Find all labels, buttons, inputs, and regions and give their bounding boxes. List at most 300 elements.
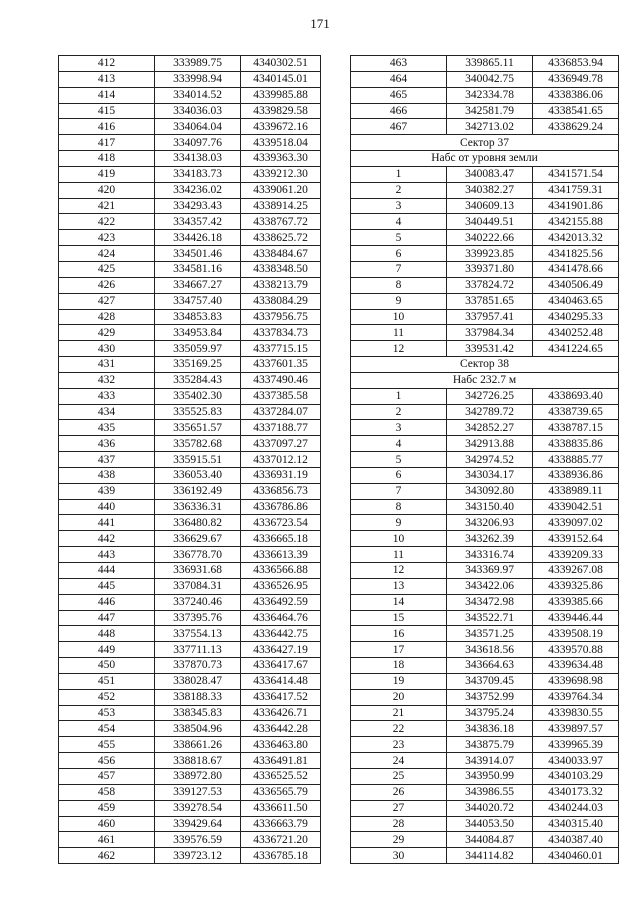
point-number: 17	[351, 642, 447, 658]
table-row	[59, 800, 321, 816]
table-row	[59, 610, 321, 626]
table-row	[59, 563, 321, 579]
y-coordinate: 4338989.11	[533, 483, 619, 499]
y-coordinate: 4338348.50	[241, 261, 321, 277]
y-coordinate: 4339570.88	[533, 642, 619, 658]
x-coordinate: 337851.65	[447, 293, 533, 309]
y-coordinate: 4340244.03	[533, 800, 619, 816]
x-coordinate: 334357.42	[155, 214, 241, 230]
point-number: 19	[351, 673, 447, 689]
y-coordinate: 4336426.71	[241, 705, 321, 721]
x-coordinate: 338345.83	[155, 705, 241, 721]
table-row	[59, 71, 321, 87]
x-coordinate: 334064.04	[155, 119, 241, 135]
right-coordinates-table	[350, 55, 619, 864]
y-coordinate: 4336721.20	[241, 832, 321, 848]
point-number: 432	[59, 372, 155, 388]
table-row	[351, 246, 619, 262]
point-number: 429	[59, 325, 155, 341]
y-coordinate: 4338835.86	[533, 436, 619, 452]
y-coordinate: 4338693.40	[533, 388, 619, 404]
point-number: 29	[351, 832, 447, 848]
y-coordinate: 4339363.30	[241, 151, 321, 167]
y-coordinate: 4341571.54	[533, 166, 619, 182]
x-coordinate: 334581.16	[155, 261, 241, 277]
y-coordinate: 4338541.65	[533, 103, 619, 119]
point-number: 418	[59, 151, 155, 167]
y-coordinate: 4339212.30	[241, 166, 321, 182]
point-number: 434	[59, 404, 155, 420]
x-coordinate: 334853.83	[155, 309, 241, 325]
y-coordinate: 4338625.72	[241, 230, 321, 246]
x-coordinate: 336931.68	[155, 563, 241, 579]
x-coordinate: 342789.72	[447, 404, 533, 420]
point-number: 455	[59, 737, 155, 753]
y-coordinate: 4336463.80	[241, 737, 321, 753]
y-coordinate: 4338213.79	[241, 277, 321, 293]
x-coordinate: 343986.55	[447, 784, 533, 800]
sector-38-subtitle-row	[351, 372, 619, 388]
table-row	[59, 499, 321, 515]
point-number: 425	[59, 261, 155, 277]
point-number: 445	[59, 578, 155, 594]
x-coordinate: 343206.93	[447, 515, 533, 531]
x-coordinate: 334501.46	[155, 246, 241, 262]
table-row	[59, 230, 321, 246]
point-number: 9	[351, 515, 447, 531]
y-coordinate: 4340387.40	[533, 832, 619, 848]
point-number: 426	[59, 277, 155, 293]
y-coordinate: 4339672.16	[241, 119, 321, 135]
y-coordinate: 4337834.73	[241, 325, 321, 341]
y-coordinate: 4336613.39	[241, 547, 321, 563]
x-coordinate: 336336.31	[155, 499, 241, 515]
x-coordinate: 342581.79	[447, 103, 533, 119]
y-coordinate: 4339965.39	[533, 737, 619, 753]
y-coordinate: 4337601.35	[241, 357, 321, 373]
table-row	[351, 71, 619, 87]
x-coordinate: 336629.67	[155, 531, 241, 547]
table-row	[351, 467, 619, 483]
point-number: 430	[59, 341, 155, 357]
y-coordinate: 4336931.19	[241, 467, 321, 483]
x-coordinate: 339371.80	[447, 261, 533, 277]
point-number: 440	[59, 499, 155, 515]
table-row	[351, 277, 619, 293]
x-coordinate: 343472.98	[447, 594, 533, 610]
point-number: 23	[351, 737, 447, 753]
y-coordinate: 4342155.88	[533, 214, 619, 230]
table-row	[351, 547, 619, 563]
point-number: 10	[351, 309, 447, 325]
x-coordinate: 337824.72	[447, 277, 533, 293]
x-coordinate: 334097.76	[155, 135, 241, 151]
x-coordinate: 339723.12	[155, 848, 241, 864]
x-coordinate: 338504.96	[155, 721, 241, 737]
table-row	[351, 563, 619, 579]
y-coordinate: 4336785.18	[241, 848, 321, 864]
table-row	[351, 673, 619, 689]
y-coordinate: 4339325.86	[533, 578, 619, 594]
table-row	[59, 737, 321, 753]
point-number: 3	[351, 420, 447, 436]
table-row	[351, 119, 619, 135]
table-row	[351, 705, 619, 721]
y-coordinate: 4336442.75	[241, 626, 321, 642]
point-number: 438	[59, 467, 155, 483]
table-row	[59, 277, 321, 293]
table-row	[351, 166, 619, 182]
x-coordinate: 339127.53	[155, 784, 241, 800]
x-coordinate: 340449.51	[447, 214, 533, 230]
x-coordinate: 336192.49	[155, 483, 241, 499]
table-row	[59, 182, 321, 198]
table-row	[59, 768, 321, 784]
table-row	[351, 103, 619, 119]
x-coordinate: 336778.70	[155, 547, 241, 563]
table-row	[351, 737, 619, 753]
table-row	[59, 293, 321, 309]
point-number: 1	[351, 166, 447, 182]
point-number: 467	[351, 119, 447, 135]
table-row	[59, 341, 321, 357]
x-coordinate: 340382.27	[447, 182, 533, 198]
x-coordinate: 343034.17	[447, 467, 533, 483]
table-row	[351, 848, 619, 864]
sector-37-title-row	[351, 135, 619, 151]
y-coordinate: 4336566.88	[241, 563, 321, 579]
point-number: 462	[59, 848, 155, 864]
x-coordinate: 343795.24	[447, 705, 533, 721]
table-row	[59, 658, 321, 674]
point-number: 444	[59, 563, 155, 579]
x-coordinate: 338028.47	[155, 673, 241, 689]
point-number: 458	[59, 784, 155, 800]
y-coordinate: 4341478.66	[533, 261, 619, 277]
table-row	[59, 357, 321, 373]
sector-37-subtitle-row	[351, 151, 619, 167]
table-row	[59, 404, 321, 420]
y-coordinate: 4341759.31	[533, 182, 619, 198]
point-number: 12	[351, 341, 447, 357]
point-number: 8	[351, 499, 447, 515]
x-coordinate: 339865.11	[447, 56, 533, 72]
table-row	[351, 784, 619, 800]
point-number: 25	[351, 768, 447, 784]
table-row	[59, 689, 321, 705]
table-row	[59, 483, 321, 499]
x-coordinate: 343369.97	[447, 563, 533, 579]
point-number: 6	[351, 246, 447, 262]
point-number: 443	[59, 547, 155, 563]
y-coordinate: 4339042.51	[533, 499, 619, 515]
point-number: 424	[59, 246, 155, 262]
x-coordinate: 335059.97	[155, 341, 241, 357]
point-number: 459	[59, 800, 155, 816]
y-coordinate: 4336853.94	[533, 56, 619, 72]
table-row	[59, 832, 321, 848]
x-coordinate: 343914.07	[447, 753, 533, 769]
y-coordinate: 4337012.12	[241, 452, 321, 468]
x-coordinate: 339531.42	[447, 341, 533, 357]
table-row	[59, 436, 321, 452]
point-number: 441	[59, 515, 155, 531]
table-row	[59, 784, 321, 800]
x-coordinate: 335402.30	[155, 388, 241, 404]
x-coordinate: 338661.26	[155, 737, 241, 753]
y-coordinate: 4337284.07	[241, 404, 321, 420]
x-coordinate: 338818.67	[155, 753, 241, 769]
x-coordinate: 334667.27	[155, 277, 241, 293]
point-number: 416	[59, 119, 155, 135]
x-coordinate: 337084.31	[155, 578, 241, 594]
x-coordinate: 334183.73	[155, 166, 241, 182]
y-coordinate: 4337188.77	[241, 420, 321, 436]
table-row	[59, 848, 321, 864]
y-coordinate: 4337097.27	[241, 436, 321, 452]
x-coordinate: 340083.47	[447, 166, 533, 182]
table-row	[351, 483, 619, 499]
point-number: 423	[59, 230, 155, 246]
point-number: 456	[59, 753, 155, 769]
x-coordinate: 334426.18	[155, 230, 241, 246]
point-number: 5	[351, 452, 447, 468]
x-coordinate: 334036.03	[155, 103, 241, 119]
table-row	[351, 531, 619, 547]
point-number: 449	[59, 642, 155, 658]
table-row	[59, 372, 321, 388]
point-number: 12	[351, 563, 447, 579]
x-coordinate: 339923.85	[447, 246, 533, 262]
point-number: 454	[59, 721, 155, 737]
point-number: 450	[59, 658, 155, 674]
point-number: 419	[59, 166, 155, 182]
y-coordinate: 4340145.01	[241, 71, 321, 87]
point-number: 28	[351, 816, 447, 832]
point-number: 2	[351, 404, 447, 420]
point-number: 14	[351, 594, 447, 610]
y-coordinate: 4336427.19	[241, 642, 321, 658]
table-row	[59, 673, 321, 689]
y-coordinate: 4336525.52	[241, 768, 321, 784]
point-number: 422	[59, 214, 155, 230]
table-row	[351, 721, 619, 737]
table-row	[351, 293, 619, 309]
point-number: 4	[351, 436, 447, 452]
x-coordinate: 344084.87	[447, 832, 533, 848]
table-row	[351, 325, 619, 341]
y-coordinate: 4336611.50	[241, 800, 321, 816]
x-coordinate: 334293.43	[155, 198, 241, 214]
y-coordinate: 4336414.48	[241, 673, 321, 689]
y-coordinate: 4339446.44	[533, 610, 619, 626]
point-number: 413	[59, 71, 155, 87]
table-row	[59, 119, 321, 135]
table-row	[351, 420, 619, 436]
x-coordinate: 336053.40	[155, 467, 241, 483]
point-number: 30	[351, 848, 447, 864]
sector-38-title: Сектор 38	[351, 357, 619, 373]
table-row	[351, 753, 619, 769]
x-coordinate: 340042.75	[447, 71, 533, 87]
x-coordinate: 339278.54	[155, 800, 241, 816]
y-coordinate: 4338386.06	[533, 87, 619, 103]
y-coordinate: 4340315.40	[533, 816, 619, 832]
point-number: 420	[59, 182, 155, 198]
x-coordinate: 343422.06	[447, 578, 533, 594]
x-coordinate: 337870.73	[155, 658, 241, 674]
x-coordinate: 343950.99	[447, 768, 533, 784]
point-number: 20	[351, 689, 447, 705]
table-row	[351, 800, 619, 816]
x-coordinate: 337240.46	[155, 594, 241, 610]
table-row	[351, 261, 619, 277]
table-row	[59, 103, 321, 119]
y-coordinate: 4336417.52	[241, 689, 321, 705]
x-coordinate: 344114.82	[447, 848, 533, 864]
point-number: 436	[59, 436, 155, 452]
point-number: 11	[351, 547, 447, 563]
table-row	[59, 753, 321, 769]
point-number: 8	[351, 277, 447, 293]
table-row	[59, 594, 321, 610]
point-number: 2	[351, 182, 447, 198]
point-number: 431	[59, 357, 155, 373]
x-coordinate: 343571.25	[447, 626, 533, 642]
x-coordinate: 334953.84	[155, 325, 241, 341]
table-row	[351, 594, 619, 610]
table-row	[351, 832, 619, 848]
y-coordinate: 4340252.48	[533, 325, 619, 341]
point-number: 18	[351, 658, 447, 674]
point-number: 428	[59, 309, 155, 325]
y-coordinate: 4339267.08	[533, 563, 619, 579]
point-number: 3	[351, 198, 447, 214]
x-coordinate: 343875.79	[447, 737, 533, 753]
x-coordinate: 337711.13	[155, 642, 241, 658]
table-row	[351, 214, 619, 230]
point-number: 442	[59, 531, 155, 547]
point-number: 461	[59, 832, 155, 848]
x-coordinate: 343664.63	[447, 658, 533, 674]
point-number: 11	[351, 325, 447, 341]
y-coordinate: 4337715.15	[241, 341, 321, 357]
point-number: 437	[59, 452, 155, 468]
point-number: 414	[59, 87, 155, 103]
y-coordinate: 4341825.56	[533, 246, 619, 262]
x-coordinate: 344020.72	[447, 800, 533, 816]
table-row	[351, 404, 619, 420]
sector-38-subtitle: Набс 232.7 м	[351, 372, 619, 388]
point-number: 448	[59, 626, 155, 642]
point-number: 15	[351, 610, 447, 626]
y-coordinate: 4336723.54	[241, 515, 321, 531]
point-number: 26	[351, 784, 447, 800]
x-coordinate: 337957.41	[447, 309, 533, 325]
y-coordinate: 4342013.32	[533, 230, 619, 246]
y-coordinate: 4340173.32	[533, 784, 619, 800]
y-coordinate: 4337956.75	[241, 309, 321, 325]
x-coordinate: 342334.78	[447, 87, 533, 103]
y-coordinate: 4339518.04	[241, 135, 321, 151]
point-number: 412	[59, 56, 155, 72]
x-coordinate: 339429.64	[155, 816, 241, 832]
point-number: 427	[59, 293, 155, 309]
table-row	[351, 182, 619, 198]
y-coordinate: 4339061.20	[241, 182, 321, 198]
point-number: 417	[59, 135, 155, 151]
table-row	[351, 436, 619, 452]
y-coordinate: 4336949.78	[533, 71, 619, 87]
y-coordinate: 4336856.73	[241, 483, 321, 499]
table-row	[59, 531, 321, 547]
x-coordinate: 340609.13	[447, 198, 533, 214]
table-row	[351, 768, 619, 784]
x-coordinate: 337984.34	[447, 325, 533, 341]
y-coordinate: 4340302.51	[241, 56, 321, 72]
table-row	[351, 388, 619, 404]
x-coordinate: 337554.13	[155, 626, 241, 642]
table-row	[351, 309, 619, 325]
table-row	[351, 87, 619, 103]
table-row	[351, 452, 619, 468]
table-row	[59, 420, 321, 436]
table-row	[59, 467, 321, 483]
table-row	[351, 230, 619, 246]
x-coordinate: 334236.02	[155, 182, 241, 198]
point-number: 7	[351, 261, 447, 277]
table-row	[59, 705, 321, 721]
point-number: 4	[351, 214, 447, 230]
y-coordinate: 4340033.97	[533, 753, 619, 769]
point-number: 10	[351, 531, 447, 547]
point-number: 465	[351, 87, 447, 103]
point-number: 421	[59, 198, 155, 214]
x-coordinate: 335782.68	[155, 436, 241, 452]
table-row	[351, 56, 619, 72]
y-coordinate: 4340295.33	[533, 309, 619, 325]
x-coordinate: 335651.57	[155, 420, 241, 436]
table-row	[59, 578, 321, 594]
y-coordinate: 4339385.66	[533, 594, 619, 610]
table-row	[351, 578, 619, 594]
table-row	[351, 689, 619, 705]
table-row	[59, 642, 321, 658]
y-coordinate: 4340506.49	[533, 277, 619, 293]
point-number: 5	[351, 230, 447, 246]
x-coordinate: 342974.52	[447, 452, 533, 468]
point-number: 435	[59, 420, 155, 436]
y-coordinate: 4336786.86	[241, 499, 321, 515]
point-number: 460	[59, 816, 155, 832]
y-coordinate: 4336665.18	[241, 531, 321, 547]
table-row	[59, 515, 321, 531]
point-number: 6	[351, 467, 447, 483]
x-coordinate: 343618.56	[447, 642, 533, 658]
x-coordinate: 333989.75	[155, 56, 241, 72]
y-coordinate: 4341224.65	[533, 341, 619, 357]
table-row	[351, 626, 619, 642]
point-number: 7	[351, 483, 447, 499]
point-number: 9	[351, 293, 447, 309]
x-coordinate: 334014.52	[155, 87, 241, 103]
y-coordinate: 4339897.57	[533, 721, 619, 737]
x-coordinate: 343150.40	[447, 499, 533, 515]
point-number: 1	[351, 388, 447, 404]
x-coordinate: 339576.59	[155, 832, 241, 848]
point-number: 451	[59, 673, 155, 689]
table-row	[59, 135, 321, 151]
